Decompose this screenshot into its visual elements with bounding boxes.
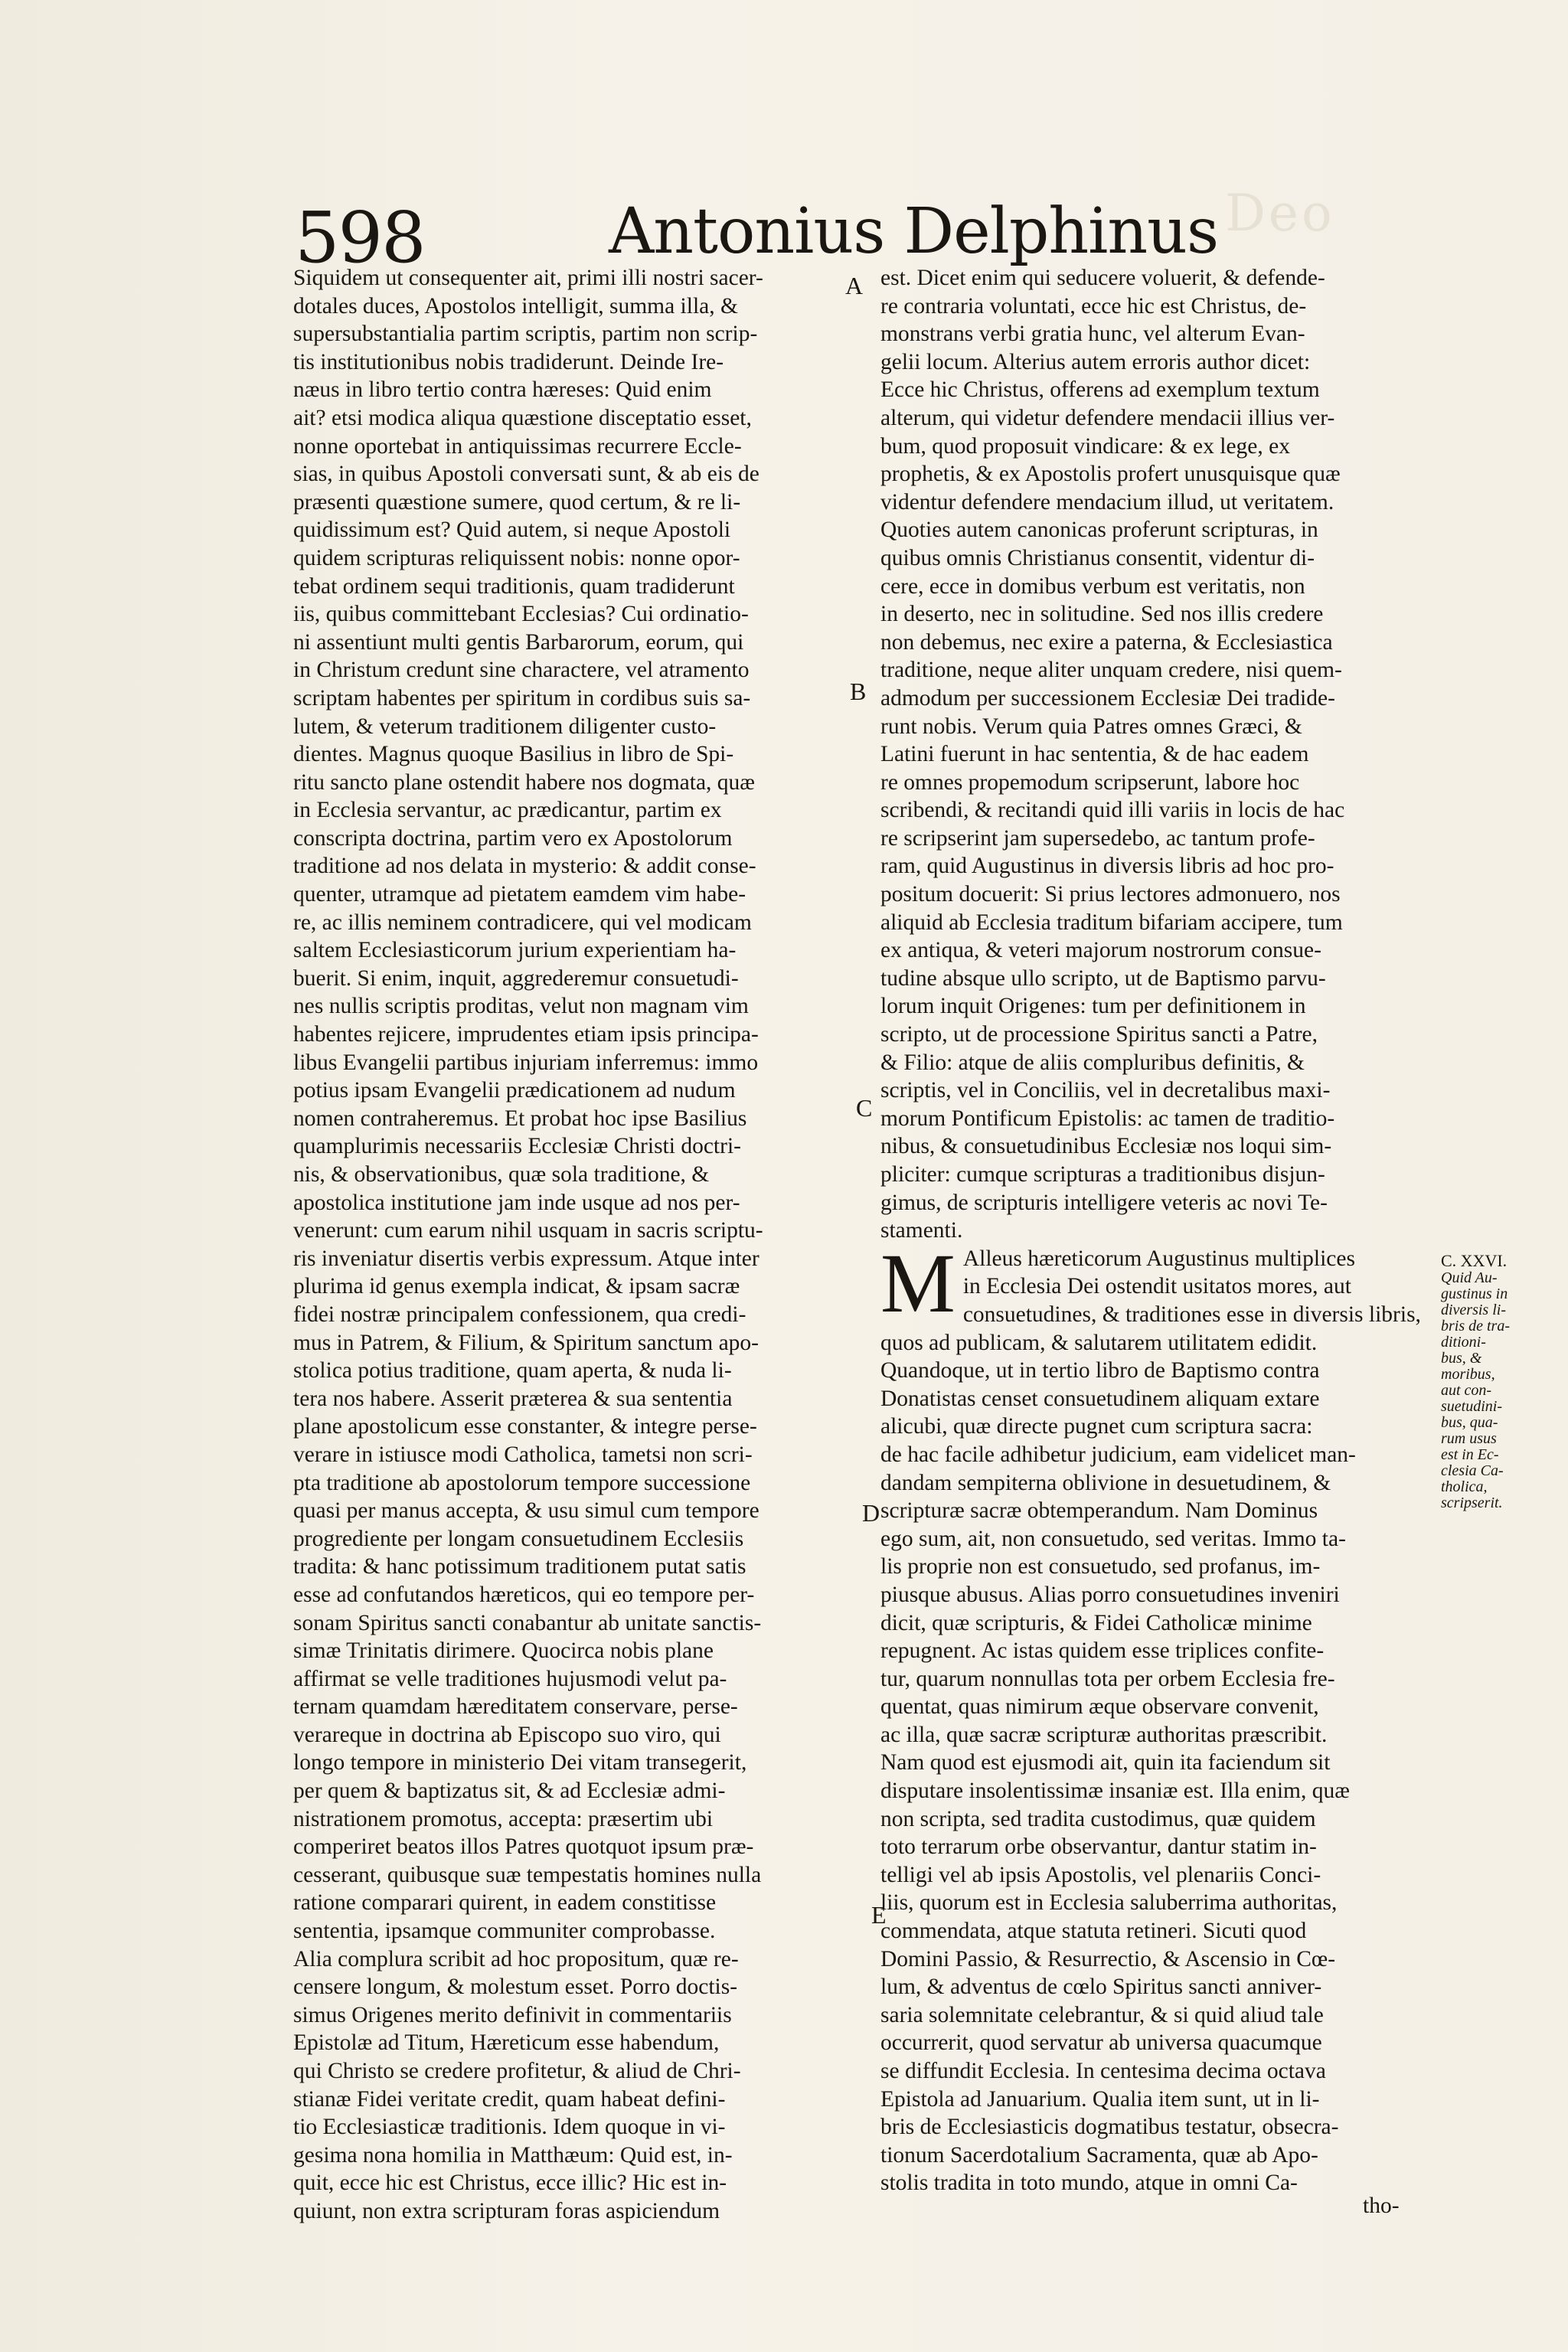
text-line: tionum Sacerdotalium Sacramenta, quæ ab Apo- [880,2142,1318,2167]
text-line: traditione, neque aliter unquam credere, nisi quem- [880,658,1342,683]
text-line: qui Christo se credere profitetur, & aliud de Chri- [293,2059,741,2083]
text-line: occurrerit, quod servatur ab universa quacumque [880,2030,1322,2056]
section-text [880,1236,1438,2197]
text-line: scripto, ut de processione Spiritus sancti a Patre, [880,1022,1318,1047]
text-line: plurima id genus exempla indicat, & ipsam sacræ [293,1274,740,1299]
text-line: nes nullis scriptis proditas, velut non magnam vim [293,994,749,1019]
text-line: sententia, ipsamque communiter comprobasse. [293,1919,716,1944]
text-line: potius ipsam Evangelii prædicationem ad nudum [293,1078,736,1103]
text-line: aliquid ab Ecclesia traditum bifariam accipere, tum [880,910,1343,935]
text-line: non debemus, nec exire a paterna, & Ecclesiastica [880,629,1333,655]
text-line: verareque in doctrina ab Episcopo suo viro, qui [293,1722,721,1747]
text-line: Nam quod est ejusmodi ait, quin ita faciendum sit [880,1750,1331,1775]
text-line: tudine absque ullo scripto, ut de Baptismo parvu- [880,965,1326,991]
text-line: runt nobis. Verum quia Patres omnes Græci, & [880,714,1302,739]
text-line: mus in Patrem, & Filium, & Spiritum sanctum apo- [293,1330,760,1355]
text-line: bris de Ecclesiasticis dogmatibus testatur, obsecra- [880,2115,1339,2140]
text-line: quiunt, non extra scripturam foras aspiciendum [293,2198,720,2223]
text-line: in Ecclesia servantur, ac prædicantur, partim ex [293,798,722,823]
margin-note [1441,1253,1533,1511]
text-line: ait? etsi modica aliqua quæstione disceptatio esset, [293,405,752,430]
text-line: scripturæ sacræ obtemperandum. Nam Dominus [880,1498,1318,1524]
text-line: longo tempore in ministerio Dei vitam transegerit, [293,1750,747,1775]
text-line: tio Ecclesiasticæ traditionis. Idem quoque in vi- [293,2115,726,2140]
right-column [880,264,1438,2197]
text-line: quibus omnis Christianus consentit, videntur di- [880,545,1315,570]
left-column [293,264,852,2226]
text-line: Donatistas censet consuetudinem aliquam extare [880,1386,1320,1411]
text-line: Alleus hæreticorum Augustinus multiplices [962,1246,1355,1271]
text-line: morum Pontificum Epistolis: ac tamen de traditio- [880,1106,1335,1131]
text-line: telligi vel ab ipsis Apostolis, vel plenariis Conci- [880,1862,1321,1887]
text-line: verare in istiusce modi Catholica, tametsi non scri- [293,1442,753,1467]
margin-letter-e: E [871,1901,887,1929]
text-line: nistrationem promotus, accepta: præsertim ubi [293,1806,714,1831]
text-line: Epistolæ ad Titum, Hæreticum esse habendum, [293,2030,720,2056]
text-line: re omnes propemodum scripserunt, labore hoc [880,769,1300,795]
text-line: nibus, & consuetudinibus Ecclesiæ nos loqui sim- [880,1134,1332,1159]
text-line: toto terrarum orbe observantur, dantur statim in- [880,1834,1317,1860]
text-line: sonam Spiritus sancti conabantur ab unitate sanctis- [293,1610,762,1635]
text-line: libus Evangelii partibus injuriam inferremus: immo [293,1050,759,1075]
page-number: 598 [295,197,425,279]
text-line: nomen contraheremus. Et probat hoc ipse Basilius [293,1106,747,1131]
text-line: ni assentiunt multi gentis Barbarorum, eorum, qui [293,629,744,655]
text-line: quit, ecce hic est Christus, ecce illic? Hic est in- [293,2171,727,2196]
text-line: censere longum, & molestum esset. Porro doctis- [293,1975,738,2000]
text-line: ritu sancto plane ostendit habere nos dogmata, quæ [293,769,755,795]
text-line: cere, ecce in domibus verbum est veritatis, non [880,573,1305,599]
text-line: de hac facile adhibetur judicium, eam videlicet man- [880,1442,1356,1467]
text-line: dotales duces, Apostolos intelligit, summa illa, & [293,293,738,318]
text-line: dientes. Magnus quoque Basilius in libro de Spi- [293,742,734,767]
text-line: re, ac illis neminem contradicere, qui vel modicam [293,910,752,935]
text-line: tebat ordinem sequi traditionis, quam tradiderunt [293,573,735,599]
text-line: tur, quarum nonnullas tota per orbem Ecclesia fre- [880,1666,1335,1691]
text-line: præsenti quæstione sumere, quod certum, & re li- [293,489,741,514]
text-line: cesserant, quibusque suæ tempestatis homines nulla [293,1862,762,1887]
text-line: sias, in quibus Apostoli conversati sunt, & ab eis de [293,462,760,487]
left-column-text [293,264,852,2226]
text-line: Latini fuerunt in hac sententia, & de hac eadem [880,742,1309,767]
text-line: se diffundit Ecclesia. In centesima decima octava [880,2059,1326,2083]
text-line: stolis tradita in toto mundo, atque in omni Ca- [880,2171,1298,2196]
text-line: quamplurimis necessariis Ecclesiæ Christi doctri- [293,1134,741,1159]
text-line: admodum per successionem Ecclesiæ Dei tradide- [880,685,1335,710]
text-line: scriptam habentes per spiritum in cordibus suis sa- [293,685,751,710]
right-column-text [880,264,1438,1245]
text-line: quidem scripturas reliquissent nobis: nonne opor- [293,545,740,570]
text-line: lis proprie non est consuetudo, sed profanus, im- [880,1554,1321,1579]
text-line: alterum, qui videtur defendere mendacii illius ver- [880,405,1335,430]
text-line: conscripta doctrina, partim vero ex Apostolorum [293,825,733,851]
text-line: lorum inquit Origenes: tum per definitionem in [880,994,1306,1019]
text-line: quidissimum est? Quid autem, si neque Apostoli [293,518,731,543]
text-line: gelii locum. Alterius autem erroris author dicet: [880,349,1311,374]
text-line: supersubstantialia partim scriptis, partim non scrip- [293,322,758,347]
text-line: stianæ Fidei veritate credit, quam habeat defini- [293,2086,726,2112]
text-line: pliciter: cumque scripturas a traditionibus disjun- [880,1162,1325,1187]
bleed-through-text: Deo [1225,184,1335,243]
text-line: quenter, utramque ad pietatem eamdem vim habe- [293,882,746,907]
text-line: plane apostolicum esse constanter, & integre perse- [293,1414,757,1439]
text-line: tera nos habere. Asserit præterea & sua sententia [293,1386,733,1411]
text-line: quos ad publicam, & salutarem utilitatem edidit. [880,1330,1318,1355]
text-line: in Christum credunt sine charactere, vel atramento [293,658,750,683]
text-line: traditione ad nos delata in mysterio: & addit conse- [293,854,756,879]
margin-note-text: Quid Au- gustinus in diversis li- bris de tra- ditioni- bus, & moribus, aut con- suetudini- bus, qua- rum usus est in Ec- clesia Ca- tholica, scripserit. [1441,1269,1510,1511]
text-line: esse ad confutandos hæreticos, qui eo tempore per- [293,1582,755,1607]
text-line: commendata, atque statuta retineri. Sicuti quod [880,1919,1307,1944]
text-line: monstrans verbi gratia hunc, vel alterum Evan- [880,322,1305,347]
text-line: ego sum, ait, non consuetudo, sed veritas. Immo ta- [880,1526,1346,1551]
text-line: fidei nostræ principalem confessionem, qua credi- [293,1302,746,1327]
text-line: stolica potius traditione, quam aperta, & nuda li- [293,1358,732,1383]
text-line: ternam quamdam hæreditatem conservare, perse- [293,1694,738,1720]
text-line: tis institutionibus nobis tradiderunt. Deinde Ire- [293,349,724,374]
text-line: liis, quorum est in Ecclesia saluberrima authoritas, [880,1890,1338,1916]
text-line: saria solemnitate celebrantur, & si quid aliud tale [880,2002,1324,2027]
text-line: iis, quibus committebant Ecclesias? Cui ordinatio- [293,602,749,627]
text-line: in Ecclesia Dei ostendit usitatos mores, aut [962,1274,1351,1299]
text-line: simæ Trinitatis dirimere. Quocirca nobis plane [293,1638,714,1664]
text-line: quentat, quas nimirum æque observare convenit, [880,1694,1319,1720]
chapter-section [880,1236,1438,2197]
text-line: venerunt: cum earum nihil usquam in sacris scriptu- [293,1218,763,1243]
text-line: nonne oportebat in antiquissimas recurrere Eccle- [293,433,742,459]
text-line: stamenti. [880,1218,963,1243]
text-line: ac illa, quæ sacræ scripturæ authoritas præscribit. [880,1722,1328,1747]
text-line: næus in libro tertio contra hæreses: Quid enim [293,377,712,403]
text-line: bum, quod proposuit vindicare: & ex lege, ex [880,433,1290,459]
text-line: re scripserint jam supersedebo, ac tantum profe- [880,825,1315,851]
text-line: habentes rejicere, imprudentes etiam ipsis principa- [293,1022,759,1047]
text-line: repugnent. Ac istas quidem esse triplices confite- [880,1638,1325,1664]
text-line: apostolica institutione jam inde usque ad nos per- [293,1190,740,1215]
text-line: tradita: & hanc potissimum traditionem putat satis [293,1554,746,1579]
margin-letter-c: C [856,1094,873,1122]
text-line: gimus, de scripturis intelligere veteris ac novi Te- [880,1190,1328,1215]
text-line: comperiret beatos illos Patres quotquot ipsum præ- [293,1834,754,1860]
text-line: non scripta, sed tradita custodimus, quæ quidem [880,1806,1316,1831]
text-line: Quandoque, ut in tertio libro de Baptismo contra [880,1358,1320,1383]
text-line: ex antiqua, & veteri majorum nostrorum consue- [880,938,1321,963]
text-line: positum docuerit: Si prius lectores admonuero, nos [880,882,1341,907]
text-line: alicubi, quæ directe pugnet cum scriptura sacra: [880,1414,1313,1439]
margin-note-number: C. XXVI. [1441,1251,1508,1270]
text-line: videntur defendere mendacium illud, ut veritatem. [880,489,1334,514]
text-line: ratione comparari quirent, in eadem constitisse [293,1890,717,1916]
text-line: nis, & observationibus, quæ sola traditione, & [293,1162,710,1187]
text-line: re contraria voluntati, ecce hic est Christus, de- [880,293,1307,318]
text-line: progrediente per longam consuetudinem Ecclesiis [293,1526,744,1551]
text-line: dicit, quæ scripturis, & Fidei Catholicæ minime [880,1610,1312,1635]
margin-letter-b: B [850,678,867,705]
text-line: Epistola ad Januarium. Qualia item sunt, ut in li- [880,2086,1320,2112]
text-line: piusque abusus. Alias porro consuetudines inveniri [880,1582,1340,1607]
text-line: saltem Ecclesiasticorum jurium experientiam ha- [293,938,737,963]
margin-letter-d: D [862,1499,880,1527]
text-line: consuetudines, & traditiones esse in diversis libris, [962,1302,1421,1327]
text-line: affirmat se velle traditiones hujusmodi velut pa- [293,1666,727,1691]
text-line: lutem, & veterum traditionem diligenter custo- [293,714,717,739]
text-line: gesima nona homilia in Matthæum: Quid est, in- [293,2142,733,2167]
text-line: scriptis, vel in Conciliis, vel in decretalibus maxi- [880,1078,1331,1103]
text-line: Domini Passio, & Resurrectio, & Ascensio in Cœ- [880,1946,1336,1971]
text-line: in deserto, nec in solitudine. Sed nos illis credere [880,602,1324,627]
running-head: Antonius Delphinus [609,195,1219,268]
text-line: est. Dicet enim qui seducere voluerit, & defende- [880,266,1325,290]
catchword: tho- [1363,2194,1400,2218]
text-line: scribendi, & recitandi quid illi variis in locis de hac [880,798,1345,823]
text-line: pta traditione ab apostolorum tempore successione [293,1470,751,1495]
text-line: lum, & adventus de cœlo Spiritus sancti anniver- [880,1975,1322,2000]
text-line: per quem & baptizatus sit, & ad Ecclesiæ admi- [293,1779,726,1804]
text-line: dandam sempiterna oblivione in desuetudinem, & [880,1470,1331,1495]
margin-letter-a: A [845,272,864,299]
drop-cap: M [880,1236,956,1330]
text-line: prophetis, & ex Apostolis profert unusquisque quæ [880,462,1341,487]
text-line: ris inveniatur disertis verbis expressum. Atque inter [293,1246,760,1271]
text-line: ram, quid Augustinus in diversis libris ad hoc pro- [880,854,1334,879]
text-line: Ecce hic Christus, offerens ad exemplum textum [880,377,1320,403]
text-line: & Filio: atque de aliis compluribus definitis, & [880,1050,1305,1075]
text-line: buerit. Si enim, inquit, aggrederemur consuetudi- [293,965,739,991]
text-line: Quoties autem canonicas proferunt scripturas, in [880,518,1318,543]
text-line: quasi per manus accepta, & usu simul cum tempore [293,1498,760,1524]
text-line: disputare insolentissimæ insaniæ est. Illa enim, quæ [880,1779,1350,1804]
text-line: simus Origenes merito definivit in commentariis [293,2002,732,2027]
text-line: Siquidem ut consequenter ait, primi illi nostri sacer- [293,266,763,290]
text-line: Alia complura scribit ad hoc propositum, quæ re- [293,1946,739,1971]
